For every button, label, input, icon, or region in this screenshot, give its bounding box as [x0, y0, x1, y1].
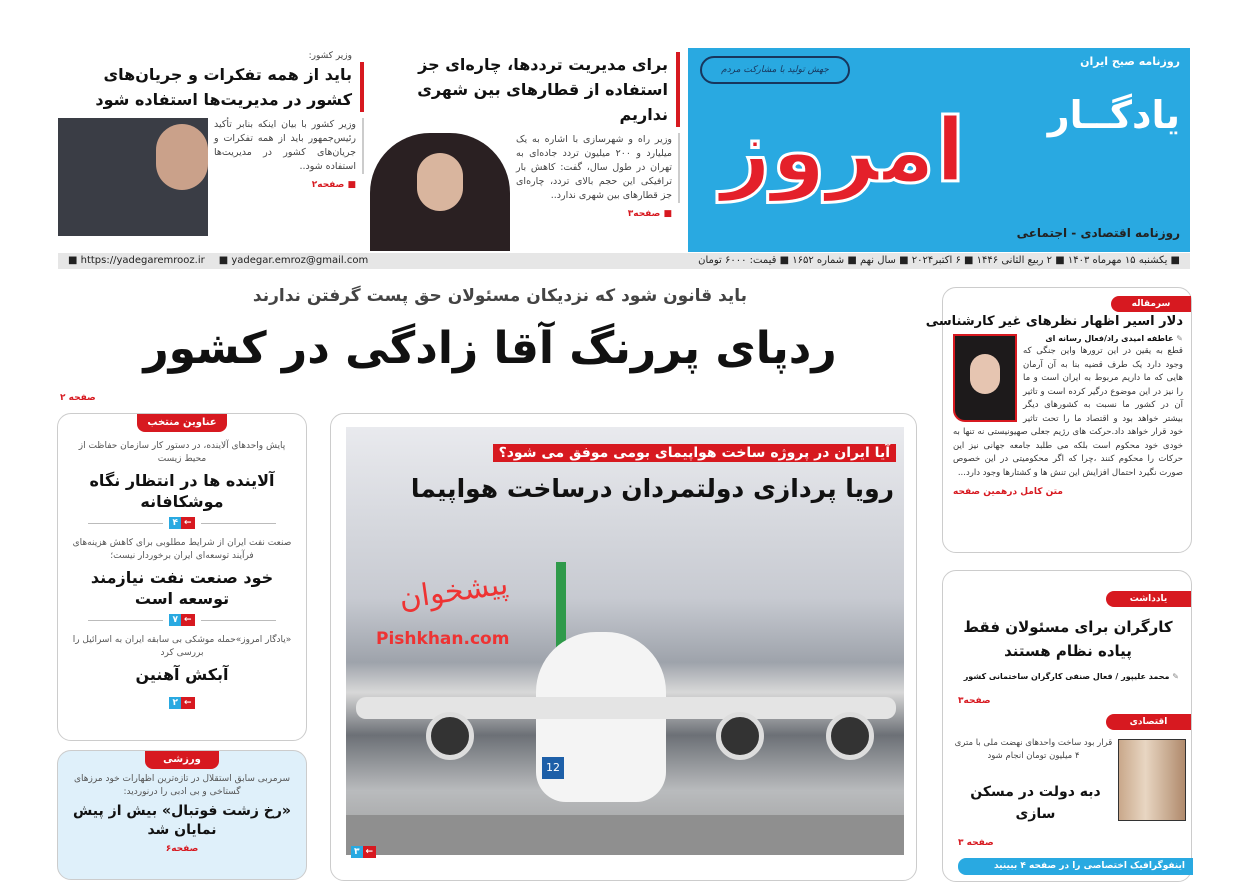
note-title[interactable]: کارگران برای مسئولان فقط پیاده نظام هستند [963, 618, 1173, 660]
page-ref[interactable]: صفحه۶ [165, 844, 199, 854]
photo-story-kicker: آیا ایران در پروژه ساخت هواپیمای بومی موفق می شود؟ [493, 444, 896, 462]
masthead-tagline: روزنامه صبح ایران [1080, 55, 1180, 68]
economy-title[interactable]: دبه دولت در مسکن سازی [970, 784, 1101, 822]
issue-date-info: ■ یکشنبه ۱۵ مهرماه ۱۴۰۳ ■ ۲ ربیع الثانی ۱۴۴۶ ■ ۶ اکتبر۲۰۲۴ ■ سال نهم ■ شماره ۱۶۵۲ ■ قیمت: ۶۰۰۰ تومان [698, 255, 1180, 266]
lead-page-ref[interactable]: صفحه ۲ [60, 393, 96, 403]
section-tag: ورزشی [145, 751, 219, 769]
page-ref[interactable]: ■ صفحه۳ [627, 209, 672, 219]
page-ref[interactable] [351, 846, 376, 858]
photo-story-headline[interactable]: رویا پردازی دولتمردان درساخت هواپیما [410, 474, 894, 503]
item-title[interactable]: خود صنعت نفت نیازمند توسعه است [90, 568, 274, 608]
sports-title[interactable]: «رخ زشت فوتبال» بیش از پیش نمایان شد [73, 803, 291, 838]
story-body: وزیر کشور با بیان اینکه بنابر تأکید رئیس‌جمهور باید از همه تفکرات و جریان‌های کشور در مدیریت‌ها استفاده شود.. [214, 118, 364, 174]
editorial-card[interactable] [925, 287, 1192, 553]
minister-photo [370, 133, 510, 251]
item-title[interactable]: آلاینده ها در انتظار نگاه موشکافانه [89, 471, 275, 511]
arrow-left-icon: ← [181, 614, 195, 626]
item-kicker: صنعت نفت ایران از شرایط مطلوبی برای کاهش هزینه‌های فرآیند توسعه‌ای ایران برخوردار نیست؛ [72, 538, 292, 561]
infographic-banner[interactable]: اینفوگرافیک اختصاصی را در صفحه ۴ ببینید [958, 858, 1193, 875]
sports-card[interactable] [57, 750, 307, 880]
note-author [947, 671, 1179, 683]
website-link[interactable]: ■ https://yadegaremrooz.ir [68, 255, 205, 266]
top-story-interior[interactable] [58, 50, 364, 236]
section-tag: اقتصادی [1106, 714, 1191, 730]
section-tag: عناوین منتخب [137, 414, 227, 432]
arrow-left-icon: ← [181, 697, 195, 709]
engine [426, 712, 474, 760]
email-link[interactable]: ■ yadegar.emroz@gmail.com [218, 255, 369, 266]
page-number: ۷ [169, 614, 181, 626]
selected-item[interactable] [68, 537, 296, 626]
arrow-left-icon: ← [181, 517, 195, 529]
author-name: عاطفه امیدی راد/فعال رسانه ای [1045, 334, 1174, 343]
top-story-roads[interactable] [370, 52, 680, 251]
editorial-text: قطع به یقین در این ترورها واین جنگی که وجود دارد یک طرف قضیه بنا به آن آرمان هایی که ما داریم مربوط به ایران است و ما را نیز در این موضوع درگیر کرده است و تاثیر آن در کشور ما نسبت به کشورهای دیگر بیشتر خواهد بود و اقتصاد ما را تحت تاثیر خود قرار خواهد داد.حرکت های رژیم جعلی صهیونیستی نه تنها به خودی خود محکوم است بلکه می طلبد جامعه جهانی نیز این حرکات را محکوم کنند ،چرا که اگر محکومیتی در این خصوص صورت نگیرد احتمال افزایش این تنش ها و کشتارها وجود دارد... [953, 346, 1183, 478]
item-kicker: پایش واحدهای آلاینده، در دستور کار سازمان حفاظت از محیط زیست [78, 441, 286, 464]
page-number: ۲ [169, 697, 181, 709]
author-photo [953, 334, 1017, 422]
watermark-en: Pishkhan.com [376, 629, 510, 649]
page-number: ۴ [169, 517, 181, 529]
minister-photo [58, 118, 208, 236]
engine [826, 712, 874, 760]
lead-headline[interactable]: ردپای پررنگ آقا زادگی در کشور [143, 323, 837, 374]
seal-logo: جهش تولید با مشارکت مردم [700, 56, 850, 84]
read-more-link[interactable]: متن کامل درهمین صفحه [953, 487, 1063, 497]
arrow-left-icon: ← [363, 846, 377, 858]
section-tag: سرمقاله [1111, 296, 1191, 312]
selected-titles-card [57, 413, 307, 741]
story-title[interactable]: برای مدیریت ترددها، چاره‌ای جز استفاده از قطارهای بین شهری نداریم [370, 52, 680, 127]
page-ref[interactable]: صفحه ۳ [958, 838, 994, 848]
building-photo [1118, 739, 1186, 821]
sports-kicker: سرمربی سابق استقلال در تازه‌ترین اظهارات خود مرزهای گستاخی و بی ادبی را درنوردید: [73, 774, 291, 797]
selected-item[interactable] [68, 634, 296, 709]
date-bar [58, 253, 1190, 269]
newspaper-logo: امروز [720, 99, 966, 202]
lead-kicker: باید قانون شود که نزدیکان مسئولان حق پست گرفتن ندارند [252, 286, 748, 306]
tarmac [346, 815, 904, 855]
item-kicker: «یادگار امروز»حمله موشکی بی سابقه ایران به اسرائیل را بررسی کرد [72, 635, 292, 658]
story-title[interactable]: باید از همه تفکرات و جریان‌های کشور در مدیریت‌ها استفاده شود [58, 62, 364, 112]
economy-kicker: قرار بود ساخت واحدهای نهضت ملی با متری ۴ میلیون تومان انجام شود [954, 738, 1113, 761]
pen-icon: ✎ [1169, 672, 1179, 681]
photo-story-card[interactable] [330, 413, 917, 881]
watermark-fa: پیشخوان [397, 566, 511, 617]
plane-number: 12 [542, 757, 564, 779]
section-tag: یادداشت [1106, 591, 1191, 607]
page-number: ۳ [351, 846, 363, 858]
note-economy-card [942, 570, 1192, 882]
page-ref[interactable]: ■ صفحه۲ [311, 180, 356, 190]
author-name: محمد علیپور / فعال صنفی کارگران ساختمانی کشور [963, 672, 1170, 681]
editorial-title[interactable]: دلار اسیر اظهار نظرهای غیر کارشناسی [925, 314, 1183, 329]
pen-icon: ✎ [1173, 334, 1183, 343]
page-ref[interactable]: صفحه۳ [958, 696, 991, 706]
newspaper-logo-small: یادگــار [1047, 93, 1180, 137]
engine [716, 712, 764, 760]
masthead-subtitle: روزنامه اقتصادی - اجتماعی [1016, 226, 1180, 240]
story-kicker: وزیر کشور: [308, 51, 352, 61]
story-body: وزیر راه و شهرسازی با اشاره به یک میلیارد و ۲۰۰ میلیون تردد جاده‌ای به تهران در طول سال، گفت: کاهش بار ترافیکی این حجم بالای تردد، چاره‌ای جز قطارهای بین شهری ندارد.. [516, 133, 680, 203]
item-title[interactable]: آبکش آهنین [135, 665, 229, 684]
selected-item[interactable] [68, 440, 296, 529]
